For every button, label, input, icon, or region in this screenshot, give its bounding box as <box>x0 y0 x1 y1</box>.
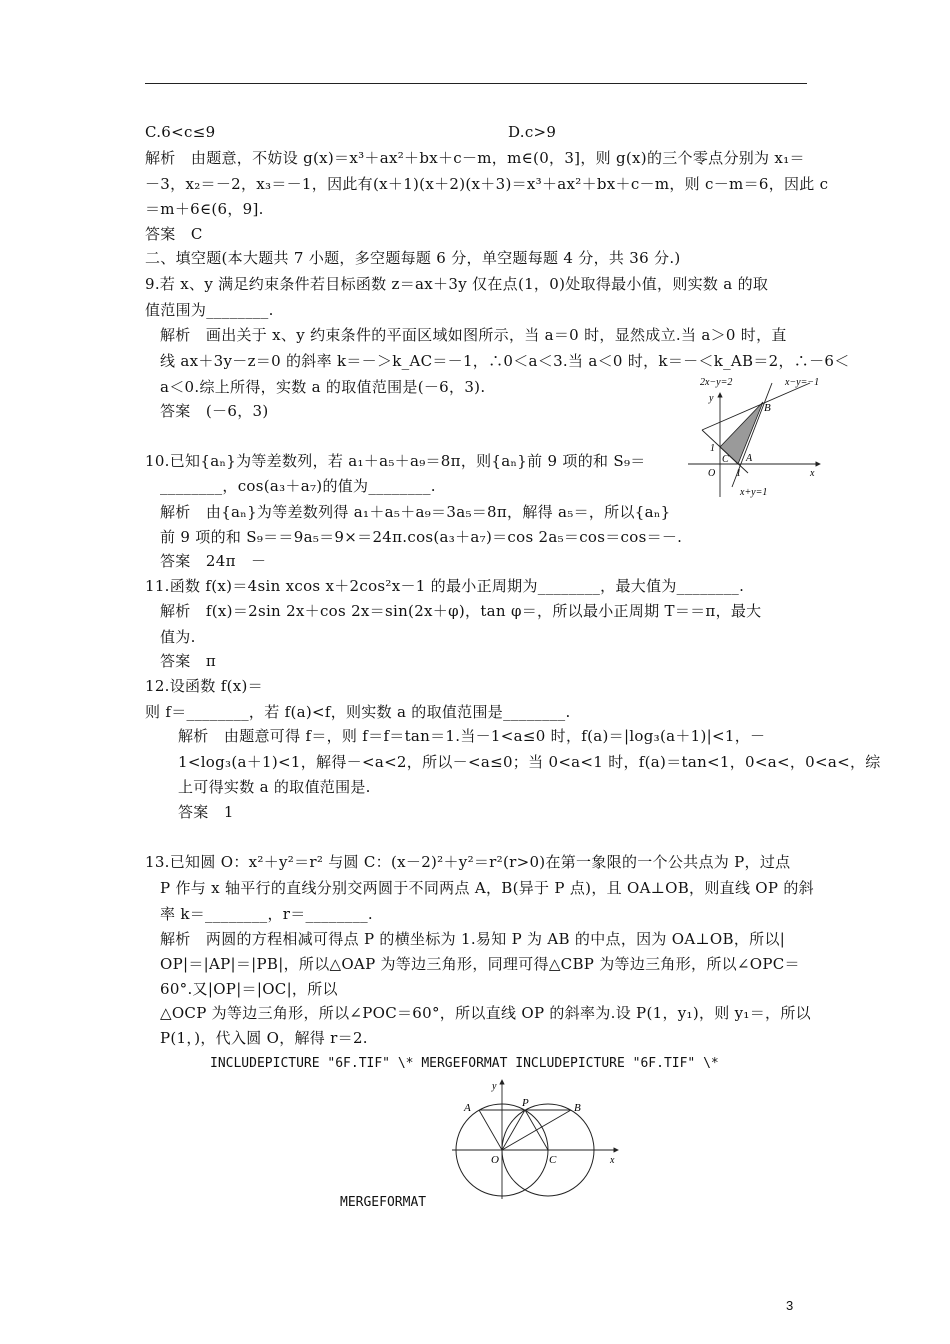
solution-11-line1: 解析 f(x)＝2sin 2x＋cos 2x＝sin(2x＋φ)，tan φ＝，所以最小正周期 T＝＝π，最大 <box>160 602 762 620</box>
answer-12: 答案 1 <box>178 803 234 821</box>
header-rule <box>145 83 807 84</box>
option-c: C.6<c≤9 <box>145 123 216 141</box>
solution-12-line1: 解析 由题意可得 f＝，则 f＝f＝tan＝1.当－1<a≤0 时，f(a)＝|log₃(a＋1)|<1，－ <box>178 727 766 745</box>
label-b: B <box>574 1102 581 1114</box>
solution-8-line1: 解析 由题意，不妨设 g(x)＝x³＋ax²＋bx＋c－m，m∈(0，3]，则 g(x)的三个零点分别为 x₁＝ <box>145 149 805 167</box>
question-10-line2: ________，cos(a₃＋a₇)的值为________. <box>160 477 436 495</box>
question-9-line1: 9.若 x、y 满足约束条件若目标函数 z＝ax＋3y 仅在点(1，0)处取得最小值，则实数 a 的取 <box>145 275 769 293</box>
label-x+y-1: x+y=1 <box>740 487 768 498</box>
label-a: A <box>464 1102 471 1114</box>
label-1-y: 1 <box>710 443 715 454</box>
question-12-line2: 则 f＝________，若 f(a)<f，则实数 a 的取值范围是________. <box>145 703 571 721</box>
label-1-x: 1 <box>736 468 741 479</box>
question-13-line2: P 作与 x 轴平行的直线分别交两圆于不同两点 A，B(异于 P 点)，且 OA⊥OB，则直线 OP 的斜 <box>160 879 814 897</box>
section-heading: 二、填空题(本大题共 7 小题，多空题每题 6 分，单空题每题 4 分，共 36 分.) <box>145 249 681 267</box>
solution-9-line2: 线 ax＋3y－z＝0 的斜率 k＝－＞k_AC＝－1，∴0＜a＜3.当 a＜0 时，k＝－＜k_AB＝2，∴－6＜ <box>160 352 850 370</box>
label-a: A <box>746 453 753 464</box>
label-x: x <box>810 468 815 479</box>
question-10-line1: 10.已知{aₙ}为等差数列，若 a₁＋a₅＋a₉＝8π，则{aₙ}前 9 项的和 S₉＝ <box>145 452 646 470</box>
segment-pc <box>525 1110 548 1150</box>
question-13-line1: 13.已知圆 O：x²＋y²＝r² 与圆 C：(x－2)²＋y²＝r²(r>0)在第一象限的一个公共点为 P，过点 <box>145 853 791 871</box>
page-number: 3 <box>786 1298 794 1313</box>
solution-12-line2: 1<log₃(a＋1)<1，解得－<a<2，所以－<a≤0；当 0<a<1 时，f(a)＝tan<1，0<a<，0<a<，综 <box>178 753 881 771</box>
field-code-line2: MERGEFORMAT <box>340 1195 427 1210</box>
question-9-line2: 值范围为________. <box>145 301 274 319</box>
figure-constraint-region <box>680 375 830 500</box>
answer-10: 答案 24π － <box>160 552 267 570</box>
question-13-line3: 率 k＝________，r＝________. <box>160 905 373 923</box>
solution-12-line3: 上可得实数 a 的取值范围是. <box>178 778 371 796</box>
solution-9-line1: 解析 画出关于 x、y 约束条件的平面区域如图所示，当 a＝0 时，显然成立.当 a＞0 时，直 <box>160 326 787 344</box>
answer-11: 答案 π <box>160 652 217 670</box>
question-12-line1: 12.设函数 f(x)＝ <box>145 677 263 695</box>
solution-13-line4: △OCP 为等边三角形，所以∠POC＝60°，所以直线 OP 的斜率为.设 P(1，y₁)，则 y₁＝，所以 <box>160 1004 811 1022</box>
answer-8: 答案 C <box>145 225 203 243</box>
solution-13-line3: 60°.又|OP|＝|OC|，所以 <box>160 980 338 998</box>
answer-9: 答案 (－6，3) <box>160 402 269 420</box>
label-y: y <box>709 393 714 404</box>
question-11: 11.函数 f(x)＝4sin xcos x＋2cos²x－1 的最小正周期为________，最大值为________. <box>145 577 745 595</box>
segment-oa <box>479 1110 502 1150</box>
field-code-line1: INCLUDEPICTURE "6F.TIF" \* MERGEFORMAT INCLUDEPICTURE "6F.TIF" \* <box>210 1056 719 1071</box>
label-y: y <box>492 1081 497 1092</box>
label-c: C <box>722 454 729 465</box>
solution-13-line2: OP|＝|AP|＝|PB|，所以△OAP 为等边三角形，同理可得△CBP 为等边三角形，所以∠OPC＝ <box>160 955 800 973</box>
label-x: x <box>610 1155 615 1166</box>
label-c: C <box>549 1154 557 1166</box>
solution-13-line1: 解析 两圆的方程相减可得点 P 的横坐标为 1.易知 P 为 AB 的中点，因为 OA⊥OB，所以| <box>160 930 786 948</box>
figure-two-circles <box>450 1075 630 1200</box>
label-x-y-neg1: x−y=−1 <box>785 377 820 388</box>
solution-10-line2: 前 9 项的和 S₉＝＝9a₅＝9×＝24π.cos(a₃＋a₇)＝cos 2a₅＝cos＝cos＝－. <box>160 528 683 546</box>
option-d: D.c>9 <box>508 123 557 141</box>
solution-11-line2: 值为. <box>160 628 196 646</box>
label-b: B <box>764 402 771 414</box>
solution-9-line3: a＜0.综上所得，实数 a 的取值范围是(－6，3). <box>160 378 486 396</box>
label-o: O <box>708 468 716 479</box>
solution-8-line2: －3，x₂＝－2，x₃＝－1，因此有(x＋1)(x＋2)(x＋3)＝x³＋ax²＋bx＋c－m，则 c－m＝6，因此 c <box>145 175 829 193</box>
label-2x-y-2: 2x−y=2 <box>700 377 733 388</box>
label-p: P <box>522 1097 529 1109</box>
line-x-y-neg1 <box>702 383 810 430</box>
solution-13-line5: P(1，)，代入圆 O，解得 r＝2. <box>160 1029 368 1047</box>
solution-8-line3: ＝m＋6∈(6，9]. <box>145 200 264 218</box>
segment-op <box>502 1110 525 1150</box>
solution-10-line1: 解析 由{aₙ}为等差数列得 a₁＋a₅＋a₉＝3a₅＝8π，解得 a₅＝，所以{aₙ} <box>160 503 671 521</box>
label-o: O <box>491 1154 499 1166</box>
